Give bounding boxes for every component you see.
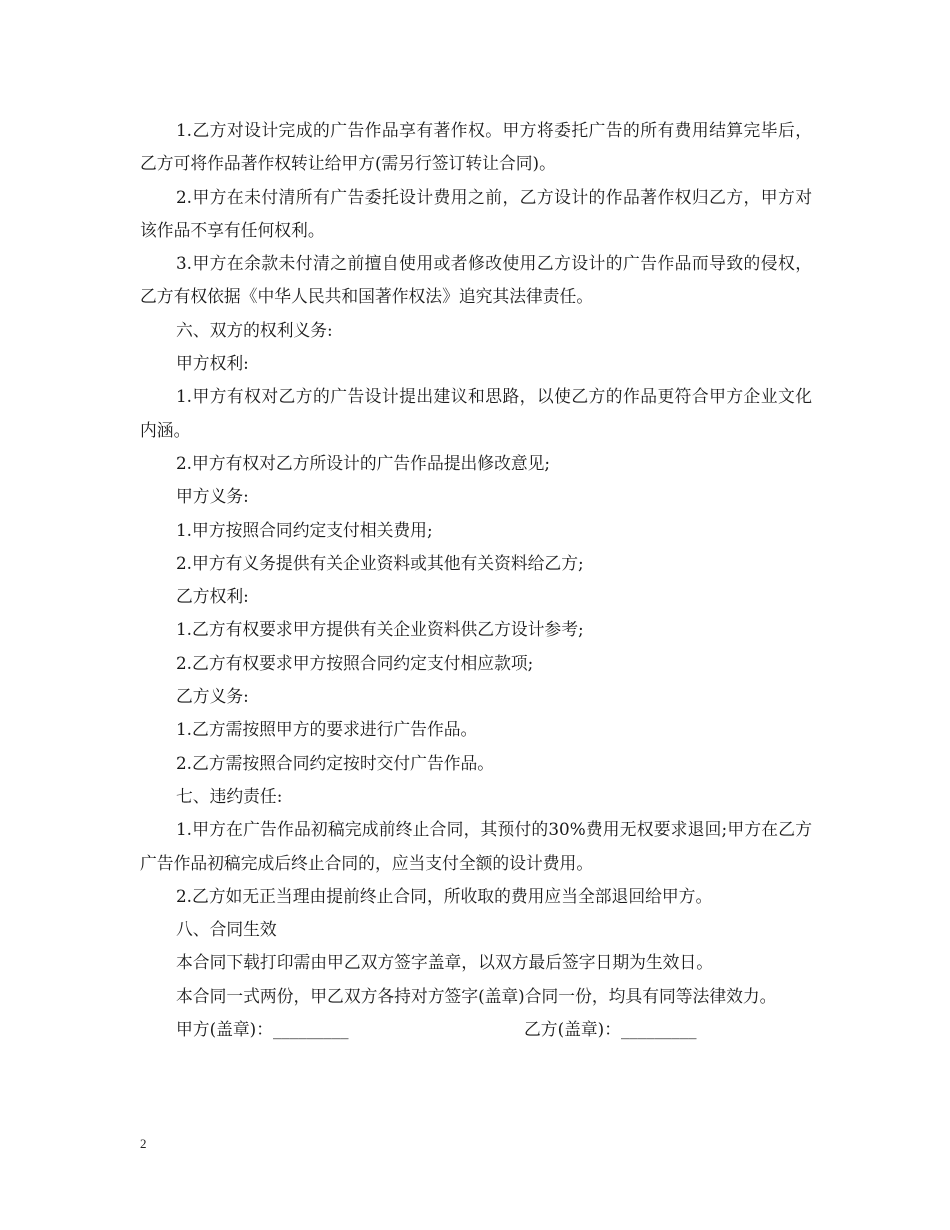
subheading-party-a-obligations: 甲方义务: — [176, 486, 249, 507]
clause-copyright-1: 1.乙方对设计完成的广告作品享有著作权。甲方将委托广告的所有费用结算完毕后，乙方可将作品著作权转让给甲方(需另行签订转让合同)。 — [140, 120, 812, 174]
breach-clause-2: 2.乙方如无正当理由提前终止合同，所收取的费用应当全部退回给甲方。 — [176, 885, 713, 906]
page-number: 2 — [140, 1136, 147, 1151]
subheading-party-b-rights: 乙方权利: — [176, 586, 249, 607]
subheading-party-b-obligations: 乙方义务: — [176, 686, 249, 707]
party-b-obligation-1: 1.乙方需按照甲方的要求进行广告作品。 — [176, 719, 478, 740]
party-a-obligation-1: 1.甲方按照合同约定支付相关费用; — [176, 519, 433, 540]
party-a-signature-line: 甲方(盖章)：_________ — [176, 1019, 349, 1040]
clause-copyright-2: 2.甲方在未付清所有广告委托设计费用之前，乙方设计的作品著作权归乙方，甲方对该作品不享有任何权利。 — [140, 186, 812, 240]
party-b-right-1: 1.乙方有权要求甲方提供有关企业资料供乙方设计参考; — [176, 619, 584, 640]
section-heading-rights-obligations: 六、双方的权利义务: — [176, 319, 333, 340]
party-b-signature-line: 乙方(盖章)：_________ — [524, 1019, 697, 1040]
section-heading-breach: 七、违约责任: — [176, 785, 283, 806]
party-a-right-2: 2.甲方有权对乙方所设计的广告作品提出修改意见; — [176, 452, 551, 473]
effectiveness-clause-2: 本合同一式两份，甲乙双方各持对方签字(盖章)合同一份，均具有同等法律效力。 — [176, 985, 777, 1006]
breach-clause-1: 1.甲方在广告作品初稿完成前终止合同，其预付的30%费用无权要求退回;甲方在乙方广告作品初稿完成后终止合同的，应当支付全额的设计费用。 — [140, 819, 812, 873]
party-a-right-1: 1.甲方有权对乙方的广告设计提出建议和思路，以使乙方的作品更符合甲方企业文化内涵。 — [140, 386, 812, 440]
section-heading-effectiveness: 八、合同生效 — [176, 919, 277, 940]
subheading-party-a-rights: 甲方权利: — [176, 353, 249, 374]
party-a-obligation-2: 2.甲方有义务提供有关企业资料或其他有关资料给乙方; — [176, 552, 584, 573]
party-b-right-2: 2.乙方有权要求甲方按照合同约定支付相应款项; — [176, 652, 534, 673]
effectiveness-clause-1: 本合同下载打印需由甲乙双方签字盖章，以双方最后签字日期为生效日。 — [176, 952, 714, 973]
party-b-obligation-2: 2.乙方需按照合同约定按时交付广告作品。 — [176, 752, 495, 773]
document-body — [140, 114, 812, 1047]
clause-copyright-3: 3.甲方在余款未付清之前擅自使用或者修改使用乙方设计的广告作品而导致的侵权，乙方有权依据《中华人民共和国著作权法》追究其法律责任。 — [140, 253, 812, 307]
signature-row — [140, 1013, 812, 1047]
